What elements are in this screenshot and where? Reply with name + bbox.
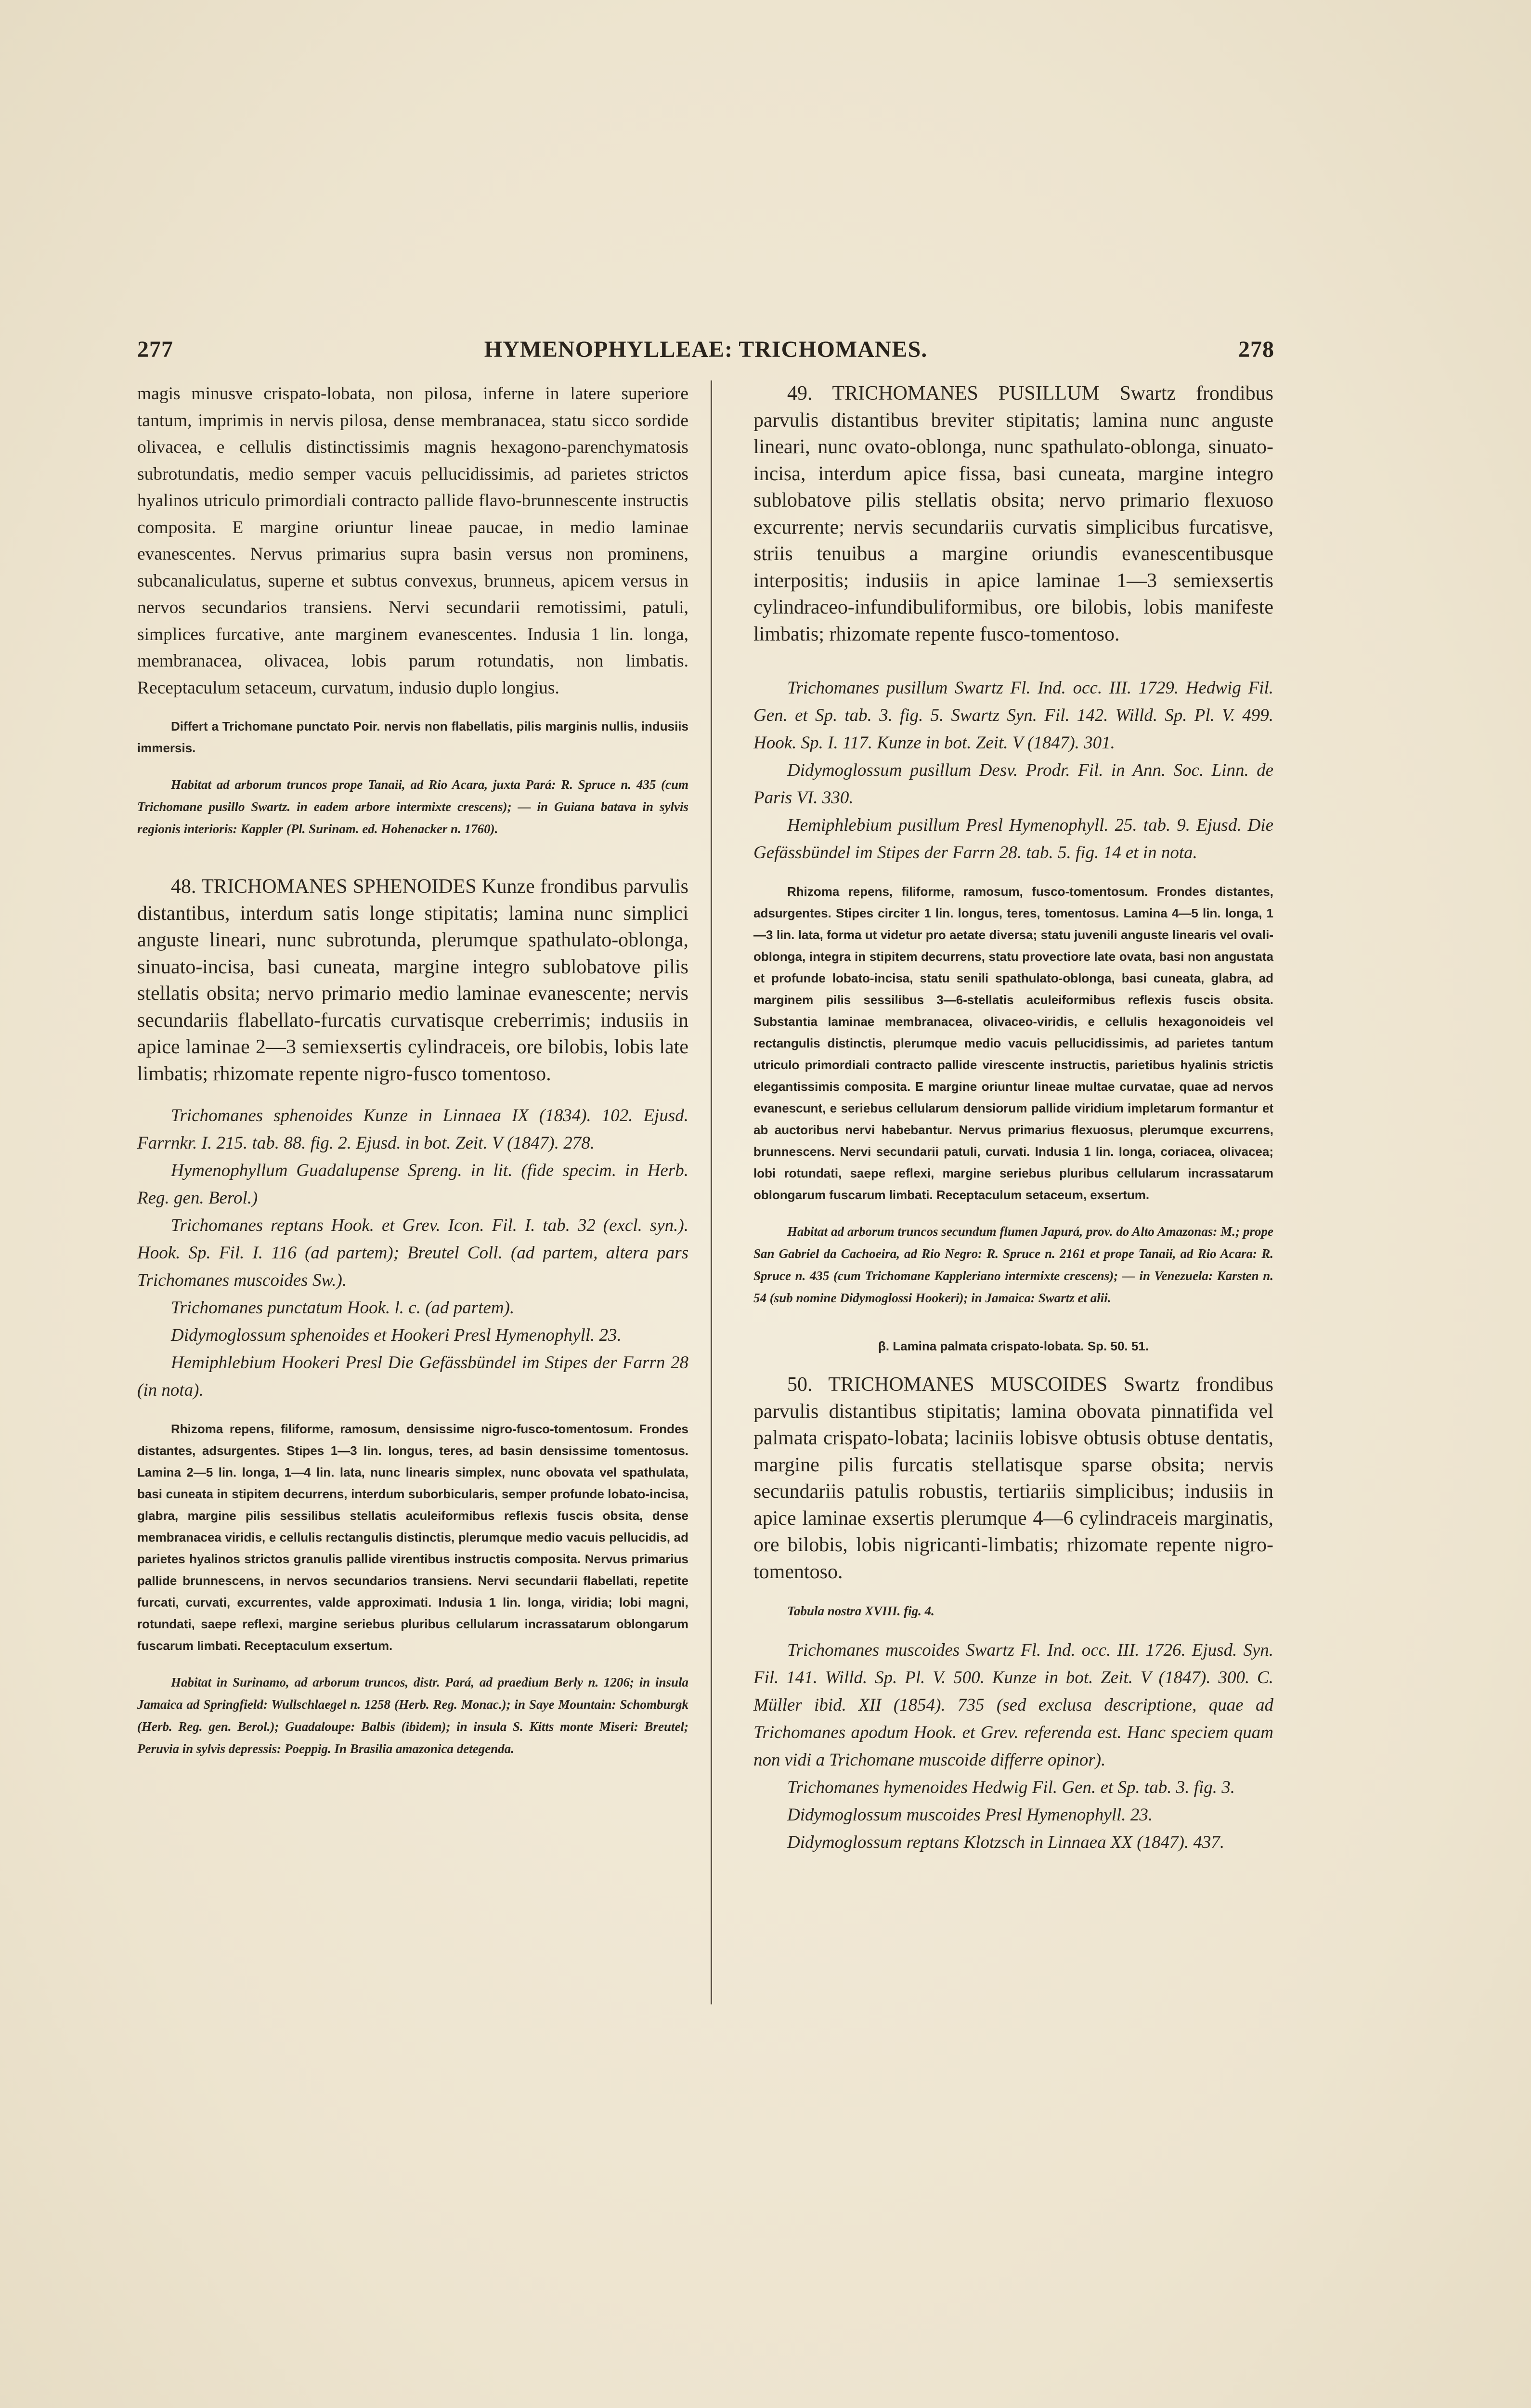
morphology-paragraph: Rhizoma repens, filiforme, ramosum, fusco-tomentosum. Frondes distantes, adsurgentes. Stipes circiter 1 lin. longus, teres, tomentosus. Lamina 4—5 lin. longa, 1—3 lin. lata, forma ut videtur pro aetate diversa; statu juvenili anguste linearis vel ovali-oblonga, integra in stipitem decurrens, statu provectiore late ovata, basi non angustata et profunde lobato-incisa, statu senili spathulato-oblonga, basi cuneata, glabra, ad marginem pilis sessilibus 3—6-stellatis aculeiformibus reflexis fuscis obsita. Substantia laminae membranacea, olivaceo-viridis, e cellulis hexagonoideis vel rectangulis distinctis, plerumque medio vacuis pellucidissimis, ad parietes tantum utriculo primordiali contracto pallide virescente instructis, parietibus hyalinis strictis elegantissimis composita. E margine oriuntur lineae multae curvatae, quae ad nervos evanescunt, e seriebus cellularum densiorum pallide viridium impletarum formantur et ab auctoribus nervi habebantur. Nervus primarius flexuosus, plerumque excurrens, brunnescens. Nervi secundarii patuli, curvati. Indusia 1 lin. longa, coriacea, olivacea; lobi rotundati, saepe reflexi, margine seriebus pluribus cellularum incrassatarum oblongarum fuscarum limbati. Receptaculum setaceum, exsertum. bbox=[753, 884, 1273, 1202]
synonym-entry: Didymoglossum pusillum Desv. Prodr. Fil. in Ann. Soc. Linn. de Paris VI. 330. bbox=[753, 760, 1273, 808]
synonym-entry: Trichomanes sphenoides Kunze in Linnaea IX (1834). 102. Ejusd. Farrnkr. I. 215. tab. 88. fig. 2. Ejusd. in bot. Zeit. V (1847). 278. bbox=[137, 1106, 688, 1153]
page-number-left: 277 bbox=[137, 337, 173, 362]
plate-reference: Tabula nostra XVIII. fig. 4. bbox=[787, 1604, 934, 1618]
morphology-paragraph: Rhizoma repens, filiforme, ramosum, densissime nigro-fusco-tomentosum. Frondes distantes, adsurgentes. Stipes 1—3 lin. longus, teres, ad basin densissime tomentosus. Lamina 2—5 lin. longa, 1—4 lin. lata, nunc linearis simplex, nunc obovata vel spathulata, basi cuneata in stipitem decurrens, interdum suborbicularis, semper profunde lobato-incisa, glabra, margine pilis sessilibus stellatis aculeiformibus reflexis fuscis obsita, dense membranacea viridis, e cellulis rectangulis distinctis, plerumque medio vacuis pellucidis, ad parietes hyalinos strictos granulis pallide virentibus instructis composita. Nervus primarius pallide brunnescens, in nervos secundarios transiens. Nervi secundarii flabellati, repetite furcati, curvati, excurrentes, valde approximati. Indusia 1 lin. longa, viridia; lobi magni, rotundati, saepe reflexi, margine seriebus pluribus cellularum incrassatarum oblongarum fuscarum limbati. Receptaculum exsertum. bbox=[137, 1422, 688, 1653]
synonym-entry: Trichomanes pusillum Swartz Fl. Ind. occ. III. 1729. Hedwig Fil. Gen. et Sp. tab. 3. fig. 5. Swartz Syn. Fil. 142. Willd. Sp. Pl. V. 499. Hook. Sp. I. 117. Kunze in bot. Zeit. V (1847). 301. bbox=[753, 678, 1273, 753]
synonym-entry: Hymenophyllum Guadalupense Spreng. in lit. (fide specim. in Herb. Reg. gen. Berol.) bbox=[137, 1161, 688, 1208]
synonym-entry: Didymoglossum reptans Klotzsch in Linnaea XX (1847). 437. bbox=[787, 1832, 1225, 1852]
differentia-note: Differt a Trichomane punctato Poir. nervis non flabellatis, pilis marginis nullis, indusiis immersis. bbox=[137, 719, 688, 755]
synonym-entry: Didymoglossum sphenoides et Hookeri Presl Hymenophyll. 23. bbox=[171, 1325, 622, 1345]
synonym-entry: Trichomanes muscoides Swartz Fl. Ind. occ. III. 1726. Ejusd. Syn. Fil. 141. Willd. Sp. Pl. V. 500. Kunze in bot. Zeit. V (1847). 300. C. Müller ibid. XII (1854). 735 (sed exclusa descriptione, quae ad Trichomanes apodum Hook. et Grev. referenda est. Hanc speciem quam non vidi a Trichomane muscoide differre opinor). bbox=[753, 1640, 1273, 1770]
running-title: HYMENOPHYLLEAE: TRICHOMANES. bbox=[484, 337, 928, 362]
species-48-diagnosis: 48. TRICHOMANES SPHENOIDES Kunze frondibus parvulis distantibus, interdum satis longe stipitatis; lamina nunc simplici anguste lineari, nunc subrotunda, plerumque spathulato-oblonga, sinuato-incisa, basi cuneata, margine integro sublobatove pilis stellatis obsita; nervo primario medio laminae evanescente; nervis secundariis flabellato-furcatis curvatisque creberrimis; indusiis in apice laminae 2—3 semiexsertis cylindraceis, ore bilobis, lobis late limbatis; rhizomate repente nigro-fusco tomentoso. bbox=[137, 876, 688, 1085]
synonym-entry: Didymoglossum muscoides Presl Hymenophyll. 23. bbox=[787, 1805, 1153, 1825]
description-paragraph: magis minusve crispato-lobata, non pilosa, inferne in latere superiore tantum, imprimis in nervis pilosa, dense membranacea, statu sicco sordide olivacea, e cellulis distinctissimis magnis hexagono-parenchymatosis subrotundatis, medio semper vacuis pellucidissimis, ad parietes strictos hyalinos utriculo primordiali contracto pallide flavo-brunnescente instructis composita. E margine oriuntur lineae paucae, in medio laminae evanescentes. Nervus primarius supra basin versus non prominens, subcanaliculatus, superne et subtus convexus, brunneus, apicem versus in nervos secundarios transiens. Nervi secundarii remotissimi, patuli, simplices furcative, ante marginem evanescentes. Indusia 1 lin. longa, membranacea, olivacea, lobis parum rotundatis, non limbatis. Receptaculum setaceum, curvatum, indusio duplo longius. bbox=[137, 384, 688, 698]
running-header bbox=[137, 336, 1274, 365]
species-49-diagnosis: 49. TRICHOMANES PUSILLUM Swartz frondibus parvulis distantibus breviter stipitatis; lamina nunc anguste lineari, nunc ovato-oblonga, nunc spathulato-oblonga, sinuato-incisa, interdum apice fissa, basi cuneata, margine integro sublobatove pilis stellatis obsita; nervo primario flexuoso excurrente; nervis secundariis curvatis simplicibus furcatisve, striis tenuibus a margine oriundis evanescentibusque interpositis; indusiis in apice laminae 1—3 semiexsertis cylindraceo-infundibuliformibus, ore bilobis, lobis manifeste limbatis; rhizomate repente fusco-tomentoso. bbox=[753, 382, 1273, 645]
variety-beta-note: β. Lamina palmata crispato-lobata. Sp. 50. 51. bbox=[878, 1339, 1149, 1353]
synonym-entry: Hemiphlebium Hookeri Presl Die Gefässbündel im Stipes der Farrn 28 (in nota). bbox=[137, 1353, 688, 1400]
left-column bbox=[137, 380, 688, 1760]
habitat-paragraph: Habitat in Surinamo, ad arborum truncos, distr. Pará, ad praedium Berly n. 1206; in insula Jamaica ad Springfield: Wullschlaegel n. 1258 (Herb. Reg. Monac.); in Saye Mountain: Schomburgk (Herb. Reg. gen. Berol.); Guadaloupe: Balbis (ibidem); in insula S. Kitts monte Miseri: Breutel; Peruvia in sylvis depressis: Poeppig. In Brasilia amazonica detegenda. bbox=[137, 1675, 688, 1756]
synonym-entry: Trichomanes reptans Hook. et Grev. Icon. Fil. I. tab. 32 (excl. syn.). Hook. Sp. Fil. I. 116 (ad partem); Breutel Coll. (ad partem, altera pars Trichomanes muscoides Sw.). bbox=[137, 1216, 688, 1290]
species-50-diagnosis: 50. TRICHOMANES MUSCOIDES Swartz frondibus parvulis distantibus stipitatis; lamina obovata pinnatifida vel palmata crispato-lobata; laciniis lobisve obtusis obtuse dentatis, margine pilis furcatis stellatisque sparse obsita; nervis secundariis patulis robustis, tertiariis simplicibus; indusiis in apice laminae exsertis plerumque 4—6 cylindraceis marginatis, ore bilobis, lobis nigricanti-limbatis; rhizomate repente nigro-tomentoso. bbox=[753, 1374, 1273, 1583]
habitat-paragraph: Habitat ad arborum truncos secundum flumen Japurá, prov. do Alto Amazonas: M.; prope San Gabriel da Cachoeira, ad Rio Negro: R. Spruce n. 2161 et prope Tanaii, ad Rio Acara: R. Spruce n. 435 (cum Trichomane Kappleriano intermixte crescens); — in Venezuela: Karsten n. 54 (sub nomine Didymoglossi Hookeri); in Jamaica: Swartz et alii. bbox=[753, 1224, 1273, 1305]
synonym-entry: Hemiphlebium pusillum Presl Hymenophyll. 25. tab. 9. Ejusd. Die Gefässbündel im Stipes der Farrn 28. tab. 5. fig. 14 et in nota. bbox=[753, 815, 1273, 863]
synonym-entry: Trichomanes punctatum Hook. l. c. (ad partem). bbox=[171, 1298, 515, 1318]
synonym-entry: Trichomanes hymenoides Hedwig Fil. Gen. et Sp. tab. 3. fig. 3. bbox=[787, 1778, 1235, 1797]
right-column bbox=[753, 380, 1273, 1856]
page-number-right: 278 bbox=[1238, 337, 1274, 362]
habitat-paragraph: Habitat ad arborum truncos prope Tanaii, ad Rio Acara, juxta Pará: R. Spruce n. 435 (cum Trichomane pusillo Swartz. in eadem arbore intermixte crescens); — in Guiana batava in sylvis regionis interioris: Kappler (Pl. Surinam. ed. Hohenacker n. 1760). bbox=[137, 777, 688, 836]
column-divider bbox=[711, 380, 712, 2004]
